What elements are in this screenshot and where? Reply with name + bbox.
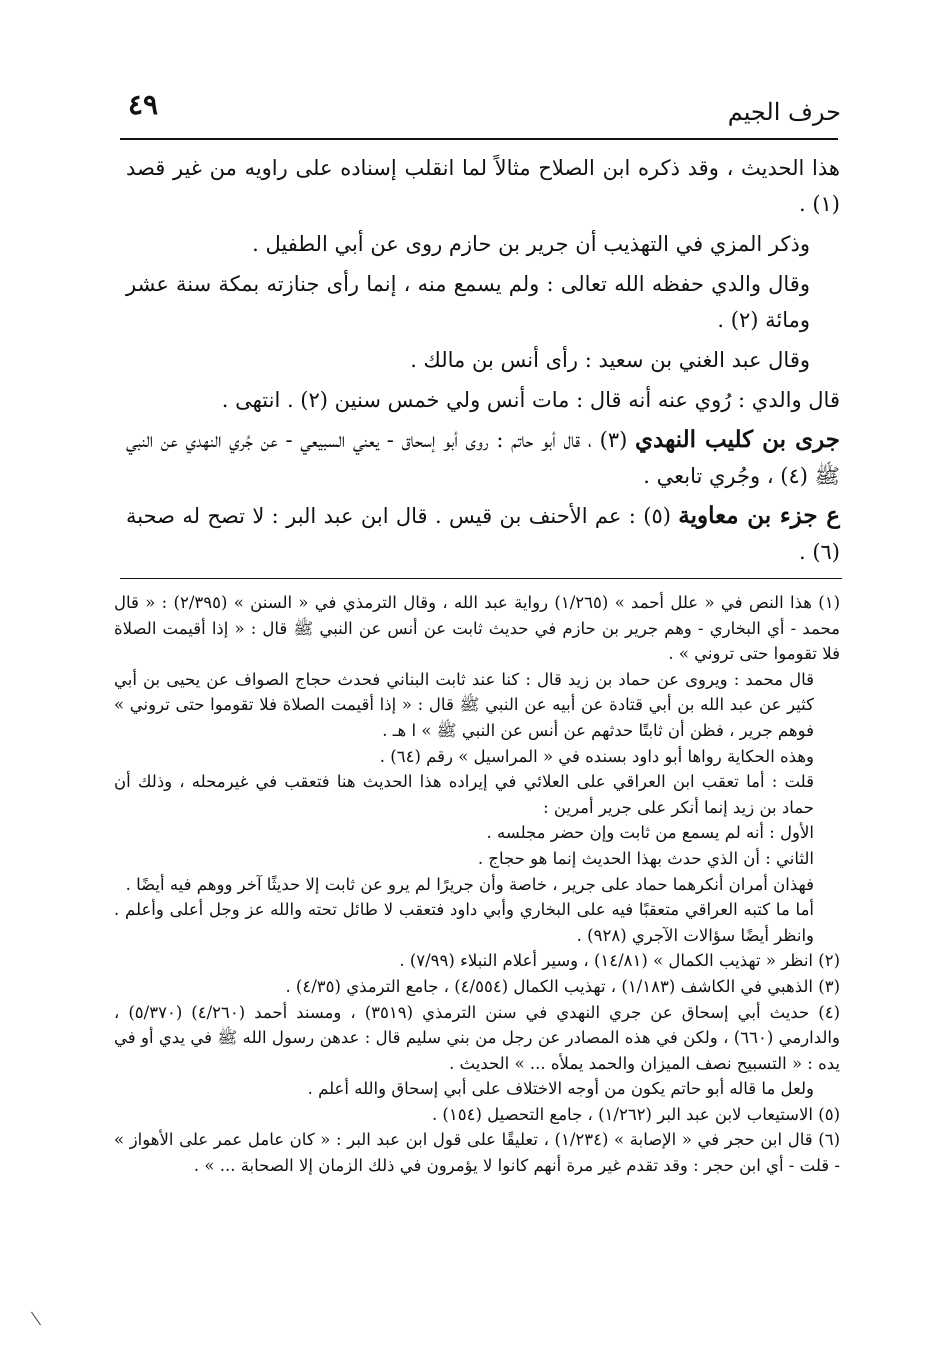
paragraph: قال والدي : رُوي عنه أنه قال : مات أنس ولي خمس سنين (٢) . انتهى . [221,388,840,412]
footnote-rule [120,578,842,579]
scan-mark [31,1312,41,1326]
footnote: (٥) الاستيعاب لابن عبد البر (١/٢٦٢) ، جامع التحصيل (١٥٤) . [431,1104,840,1124]
entry-jaz [126,498,840,570]
footnote: الثاني : أن الذي حدث بهذا الحديث إنما هو حجاج . [477,848,814,868]
main-text [126,150,840,574]
footnote: ولعل ما قاله أبو حاتم يكون من أوجه الاختلاف على أبي إسحاق والله أعلم . [307,1079,814,1099]
page-number: ٤٩ [128,88,159,121]
footnote: أما ما كتبه العراقي متعقبًا فيه على البخاري وأبي داود فتعقب لا طائل تحته والله عز وجل أعلى وأعلم . وانظر أيضًا سؤالات الآجري (٩٢٨) . [114,900,814,945]
paragraph: وقال والدي حفظه الله تعالى : ولم يسمع منه ، إنما رأى جنازته بمكة سنة عشر ومائة (٢) . [126,272,810,332]
entry-name: ع جزء بن معاوية [678,502,840,529]
footnote: (١) هذا النص في « علل أحمد » (١/٢٦٥) رواية عبد الله ، وقال الترمذي في « السنن » (٢/٣٩٥) : « قال محمد - أي البخاري - وهم جرير بن حازم في حديث ثابت عن أنس عن النبي ﷺ قال : « إذا أقيمت الصلاة فلا تقوموا حتى تروني » . [114,593,841,664]
footnote: قلت : أما تعقب ابن العراقي على العلائي في إيراده هذا الحديث هنا فتعقب في غيرمحله ، وذلك أن حماد بن زيد إنما أنكر على جرير أمرين : [114,772,814,817]
footnote: فهذان أمران أنكرهما حماد على جرير ، خاصة وأن جريرًا لم يرو عن ثابت إلا حديثًا آخر ووهم فيه أيضًا . [125,874,814,894]
footnote: (٦) قال ابن حجر في « الإصابة » (١/٢٣٤) ، تعليقًا على قول ابن عبد البر : « كان عامل عمر على الأهواز » - قلت - أي ابن حجر : وقد تقدم غير مرة أنهم كانوا لا يؤمرون في ذلك الزمان إلا الصحابة ... » . [114,1130,840,1176]
footnote: (٣) الذهبي في الكاشف (١/١٨٣) ، تهذيب الكمال (٤/٥٥٤) ، جامع الترمذي (٤/٣٥) . [285,976,840,996]
paragraph: هذا الحديث ، وقد ذكره ابن الصلاح مثالاً لما انقلب إسناده على راويه من غير قصد (١) . [126,156,840,216]
footnote: (٤) حديث أبي إسحاق عن جري النهدي في سنن الترمذي (٣٥١٩) ، ومسند أحمد (٤/٢٦٠) (٥/٣٧٠) ، والدارمي (٦٦٠) ، ولكن في هذه المصادر عن رجل من بني سليم قال : عدهن رسول الله ﷺ في يدي أو في يده : « التسبيح نصف الميزان والحمد يملأه ... » الحديث . [114,1002,840,1073]
running-title: حرف الجيم [727,98,841,126]
entry-name: جرى بن كليب النهدي [635,426,840,453]
entry-text: (٣) ، قال أبو حاتم : روى أبو إسحاق - يعني السبيعي - عن جُري النهدي عن النبي ﷺ (٤) ، وجُري تابعي . [126,428,840,488]
footnote: (٢) انظر « تهذيب الكمال » (١٤/٨١) ، وسير أعلام النبلاء (٧/٩٩) . [399,951,840,971]
footnote: قال محمد : ويروى عن حماد بن زيد قال : كنا عند ثابت البناني فحدث حجاج الصواف عن يحيى بن أبي كثير عن عبد الله بن أبي قتادة عن أبيه عن النبي ﷺ قال : « إذا أقيمت الصلاة فلا تقوموا حتى تروني » فوهم جرير ، فظن أن ثابتًا حدثهم عن أنس عن النبي ﷺ » ا هـ . [114,669,814,740]
footnotes [114,590,840,1179]
entry-jari [126,422,840,494]
footnote: وهذه الحكاية رواها أبو داود بسنده في « المراسيل » رقم (٦٤) . [379,746,814,766]
paragraph: وقال عبد الغني بن سعيد : رأى أنس بن مالك . [410,348,810,372]
entry-text: (٥) : عم الأحنف بن قيس . قال ابن عبد البر : لا تصح له صحبة (٦) . [126,504,840,564]
header-rule [120,138,838,140]
paragraph: وذكر المزي في التهذيب أن جرير بن حازم روى عن أبي الطفيل . [252,232,810,256]
footnote: الأول : أنه لم يسمع من ثابت وإن حضر مجلسه . [486,823,814,843]
